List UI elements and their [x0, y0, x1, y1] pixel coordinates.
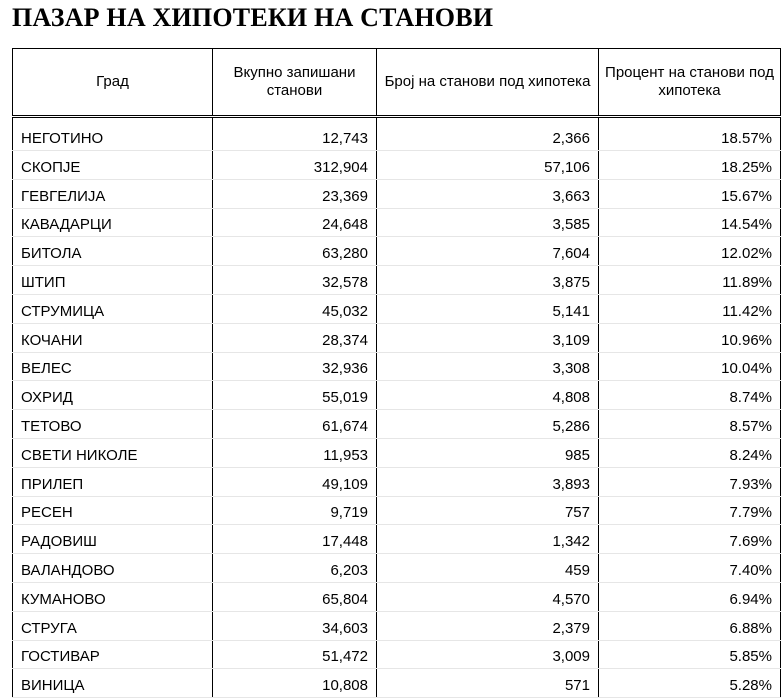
- table-row: [13, 381, 781, 410]
- cell-mortgage-percent: 5.85%: [599, 640, 781, 669]
- cell-city: ГОСТИВАР: [13, 640, 213, 669]
- cell-mortgage-percent: 5.28%: [599, 669, 781, 698]
- cell-mortgage-percent: 10.04%: [599, 352, 781, 381]
- cell-city: СВЕТИ НИКОЛЕ: [13, 438, 213, 467]
- cell-mortgage-percent: 12.02%: [599, 237, 781, 266]
- cell-mortgaged-apartments: 4,570: [377, 582, 599, 611]
- cell-city: ОХРИД: [13, 381, 213, 410]
- cell-total-apartments: 23,369: [213, 179, 377, 208]
- cell-city: ВАЛАНДОВО: [13, 554, 213, 583]
- cell-mortgage-percent: 14.54%: [599, 208, 781, 237]
- table-row: [13, 582, 781, 611]
- table-row: [13, 237, 781, 266]
- cell-mortgaged-apartments: 3,109: [377, 323, 599, 352]
- cell-mortgage-percent: 8.24%: [599, 438, 781, 467]
- header-total-apartments: Вкупно запишани станови: [213, 49, 377, 117]
- table-row: [13, 294, 781, 323]
- cell-city: КУМАНОВО: [13, 582, 213, 611]
- cell-mortgage-percent: 6.94%: [599, 582, 781, 611]
- cell-total-apartments: 32,578: [213, 266, 377, 295]
- table-row: [13, 496, 781, 525]
- cell-mortgage-percent: 7.93%: [599, 467, 781, 496]
- cell-total-apartments: 10,808: [213, 669, 377, 698]
- cell-city: РАДОВИШ: [13, 525, 213, 554]
- cell-mortgage-percent: 7.79%: [599, 496, 781, 525]
- table-row: [13, 151, 781, 180]
- table-row: [13, 410, 781, 439]
- cell-mortgaged-apartments: 459: [377, 554, 599, 583]
- table-row: [13, 179, 781, 208]
- cell-mortgaged-apartments: 57,106: [377, 151, 599, 180]
- cell-mortgage-percent: 7.40%: [599, 554, 781, 583]
- cell-total-apartments: 312,904: [213, 151, 377, 180]
- cell-city: СТРУМИЦА: [13, 294, 213, 323]
- cell-mortgage-percent: 8.74%: [599, 381, 781, 410]
- cell-mortgaged-apartments: 3,009: [377, 640, 599, 669]
- cell-city: СКОПЈЕ: [13, 151, 213, 180]
- cell-city: РЕСЕН: [13, 496, 213, 525]
- cell-mortgage-percent: 15.67%: [599, 179, 781, 208]
- cell-mortgaged-apartments: 985: [377, 438, 599, 467]
- table-row: [13, 669, 781, 698]
- page-title: ПАЗАР НА ХИПОТЕКИ НА СТАНОВИ: [12, 3, 494, 32]
- cell-total-apartments: 28,374: [213, 323, 377, 352]
- cell-mortgaged-apartments: 757: [377, 496, 599, 525]
- cell-mortgaged-apartments: 1,342: [377, 525, 599, 554]
- cell-total-apartments: 63,280: [213, 237, 377, 266]
- cell-total-apartments: 12,743: [213, 117, 377, 151]
- cell-city: ВИНИЦА: [13, 669, 213, 698]
- cell-mortgaged-apartments: 5,286: [377, 410, 599, 439]
- cell-total-apartments: 49,109: [213, 467, 377, 496]
- table-body: [13, 117, 781, 698]
- table-row: [13, 640, 781, 669]
- cell-mortgage-percent: 18.25%: [599, 151, 781, 180]
- cell-mortgage-percent: 11.89%: [599, 266, 781, 295]
- cell-mortgaged-apartments: 5,141: [377, 294, 599, 323]
- table-row: [13, 611, 781, 640]
- table-row: [13, 467, 781, 496]
- header-mortgaged-apartments: Број на станови под хипотека: [377, 49, 599, 117]
- cell-mortgage-percent: 10.96%: [599, 323, 781, 352]
- cell-city: ВЕЛЕС: [13, 352, 213, 381]
- cell-total-apartments: 45,032: [213, 294, 377, 323]
- cell-city: БИТОЛА: [13, 237, 213, 266]
- cell-total-apartments: 65,804: [213, 582, 377, 611]
- cell-city: КАВАДАРЦИ: [13, 208, 213, 237]
- cell-city: КОЧАНИ: [13, 323, 213, 352]
- table-row: [13, 352, 781, 381]
- cell-city: ШТИП: [13, 266, 213, 295]
- cell-city: СТРУГА: [13, 611, 213, 640]
- cell-mortgage-percent: 7.69%: [599, 525, 781, 554]
- cell-total-apartments: 11,953: [213, 438, 377, 467]
- table-row: [13, 554, 781, 583]
- cell-mortgaged-apartments: 3,875: [377, 266, 599, 295]
- cell-total-apartments: 32,936: [213, 352, 377, 381]
- table-row: [13, 266, 781, 295]
- cell-mortgage-percent: 6.88%: [599, 611, 781, 640]
- cell-mortgage-percent: 8.57%: [599, 410, 781, 439]
- cell-mortgage-percent: 18.57%: [599, 117, 781, 151]
- cell-mortgaged-apartments: 3,308: [377, 352, 599, 381]
- cell-city: ГЕВГЕЛИЈА: [13, 179, 213, 208]
- cell-total-apartments: 34,603: [213, 611, 377, 640]
- cell-total-apartments: 17,448: [213, 525, 377, 554]
- cell-total-apartments: 55,019: [213, 381, 377, 410]
- table-row: [13, 525, 781, 554]
- table-header-row: [13, 49, 781, 117]
- cell-mortgaged-apartments: 7,604: [377, 237, 599, 266]
- cell-mortgaged-apartments: 4,808: [377, 381, 599, 410]
- cell-city: ТЕТОВО: [13, 410, 213, 439]
- cell-mortgaged-apartments: 3,585: [377, 208, 599, 237]
- cell-mortgaged-apartments: 2,379: [377, 611, 599, 640]
- header-city: Град: [13, 49, 213, 117]
- cell-mortgaged-apartments: 3,893: [377, 467, 599, 496]
- table-row: [13, 323, 781, 352]
- mortgage-table: [12, 48, 781, 698]
- table-row: [13, 208, 781, 237]
- cell-total-apartments: 9,719: [213, 496, 377, 525]
- cell-city: НЕГОТИНО: [13, 117, 213, 151]
- cell-mortgaged-apartments: 571: [377, 669, 599, 698]
- table-row: [13, 438, 781, 467]
- header-mortgage-percent: Процент на станови под хипотека: [599, 49, 781, 117]
- cell-mortgaged-apartments: 2,366: [377, 117, 599, 151]
- cell-city: ПРИЛЕП: [13, 467, 213, 496]
- cell-total-apartments: 51,472: [213, 640, 377, 669]
- cell-mortgage-percent: 11.42%: [599, 294, 781, 323]
- table-row: [13, 117, 781, 151]
- cell-total-apartments: 61,674: [213, 410, 377, 439]
- cell-mortgaged-apartments: 3,663: [377, 179, 599, 208]
- cell-total-apartments: 24,648: [213, 208, 377, 237]
- cell-total-apartments: 6,203: [213, 554, 377, 583]
